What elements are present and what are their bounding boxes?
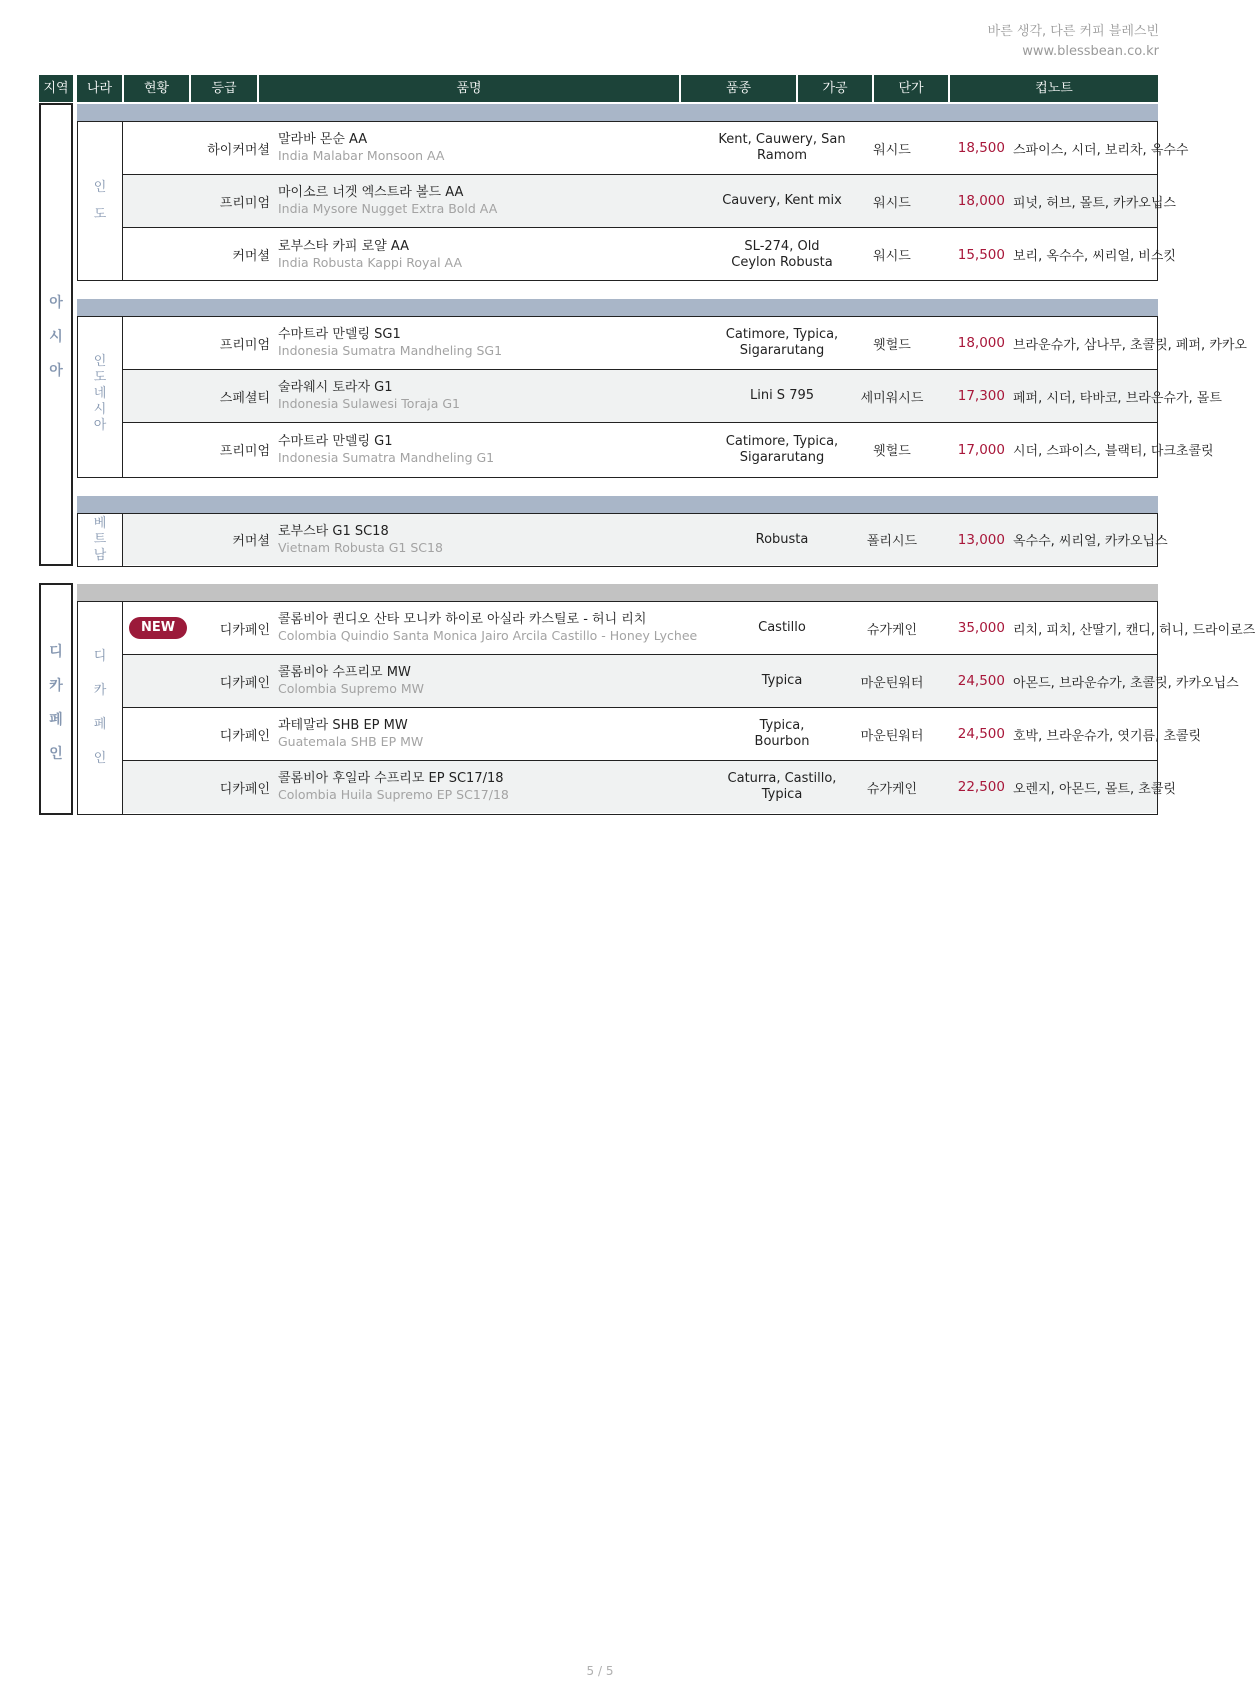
table-row[interactable] (123, 317, 1247, 370)
table-row[interactable] (123, 175, 1176, 228)
variety-cell: Lini S 795 (749, 388, 815, 403)
variety-cell: Kent, Cauwery, San Ramom (718, 132, 846, 163)
status-cell (127, 708, 189, 760)
header-status: 현황 (124, 75, 189, 102)
product-name-ko: 콜롬비아 퀸디오 산타 모니카 하이로 아실라 카스틸로 - 허니 리치 (278, 612, 647, 627)
brand-url: www.blessbean.co.kr (1022, 44, 1159, 59)
product-name-cell (278, 122, 698, 174)
brand-tagline: 바른 생각, 다른 커피 블레스빈 (987, 24, 1159, 39)
region-decaf-label (41, 635, 71, 771)
product-name-en: India Malabar Monsoon AA (278, 148, 445, 163)
product-name-ko: 로부스타 카피 로얄 AA (278, 238, 410, 254)
process-cell: 웻헐드 (873, 444, 911, 459)
price-cell: 18,000 (957, 335, 1005, 351)
group-band-decaf (77, 584, 1158, 601)
variety-cell: Typica, Bourbon (754, 718, 810, 749)
product-name-en: Colombia Huila Supremo EP SC17/18 (278, 787, 509, 802)
price-cell: 15,500 (957, 246, 1005, 263)
grade-cell: 디카페인 (219, 675, 270, 691)
product-name-en: Colombia Supremo MW (278, 681, 425, 696)
product-name-cell (278, 514, 698, 565)
product-name-en: Colombia Quindio Santa Monica Jairo Arcila Castillo - Honey Lychee (278, 628, 698, 643)
group-india (77, 121, 1189, 281)
status-cell (127, 514, 189, 565)
variety-cell: Catimore, Typica, Sigararutang (725, 327, 839, 358)
header-process: 가공 (798, 75, 872, 102)
product-name-en: Guatemala SHB EP MW (278, 734, 424, 749)
header-cup-note: 컵노트 (950, 75, 1158, 102)
country-decaf-label: 디카페인 (93, 649, 107, 766)
grade-cell: 프리미엄 (219, 444, 270, 459)
price-cell: 24,500 (957, 726, 1005, 742)
table-row[interactable] (123, 370, 1222, 423)
variety-cell: Typica (761, 673, 803, 688)
region-asia-label-text: 아시아 (49, 295, 63, 379)
product-name-en: India Robusta Kappi Royal AA (278, 254, 463, 270)
table-header (39, 75, 1158, 102)
country-india (78, 122, 123, 280)
variety-cell: Caturra, Castillo, Typica (727, 771, 837, 802)
country-decaf (78, 602, 123, 814)
header-product: 품명 (259, 75, 679, 102)
product-name-ko: 수마트라 만델링 SG1 (278, 327, 401, 342)
table-row[interactable] (123, 514, 1168, 565)
grade-cell: 디카페인 (219, 728, 270, 744)
cup-note-cell: 호박, 브라운슈가, 엿기름, 초콜릿 (1013, 728, 1202, 744)
product-name-cell (278, 708, 698, 760)
product-name-cell (278, 602, 698, 654)
variety-cell: Catimore, Typica, Sigararutang (725, 433, 839, 465)
status-cell (127, 228, 189, 281)
cup-note-cell: 옥수수, 씨리얼, 카카오닙스 (1013, 534, 1168, 549)
product-name-ko: 과테말라 SHB EP MW (278, 718, 408, 733)
price-cell: 18,500 (957, 140, 1005, 156)
grade-cell: 프리미엄 (219, 195, 270, 211)
country-indonesia-label: 인도네시아 (93, 354, 107, 433)
price-cell: 17,300 (957, 388, 1005, 404)
status-cell (127, 370, 189, 422)
grade-cell: 하이커머셜 (207, 142, 270, 158)
product-name-cell (278, 761, 698, 813)
product-name-cell (278, 655, 698, 707)
process-cell: 마운틴워터 (860, 675, 924, 691)
country-vietnam (78, 514, 123, 566)
product-name-ko: 콜롬비아 수프리모 MW (278, 665, 411, 680)
product-name-en: Indonesia Sumatra Mandheling SG1 (278, 343, 503, 358)
product-name-cell (278, 317, 698, 369)
header-variety: 품종 (681, 75, 796, 102)
cup-note-cell: 스파이스, 시더, 보리차, 옥수수 (1013, 142, 1189, 158)
status-cell (127, 761, 189, 813)
table-row[interactable] (123, 122, 1189, 175)
region-asia (39, 103, 73, 566)
process-cell: 세미워시드 (860, 390, 924, 406)
grade-cell: 스페셜티 (219, 390, 270, 406)
product-name-ko: 마이소르 너겟 엑스트라 볼드 AA (278, 185, 464, 200)
group-decaf (77, 601, 1255, 815)
price-cell: 35,000 (957, 620, 1005, 636)
cup-note-cell: 보리, 옥수수, 씨리얼, 비스킷 (1013, 249, 1176, 264)
grade-cell: 디카페인 (219, 781, 270, 797)
group-vietnam (77, 513, 1168, 567)
product-name-en: India Mysore Nugget Extra Bold AA (278, 201, 498, 216)
process-cell: 슈가케인 (866, 622, 918, 638)
process-cell: 웻헐드 (873, 337, 911, 353)
status-cell (127, 122, 189, 174)
price-cell: 17,000 (957, 441, 1005, 458)
status-cell (127, 655, 189, 707)
product-name-cell (278, 370, 698, 422)
header-brand (759, 22, 1159, 62)
product-name-cell (278, 423, 698, 476)
header-price: 단가 (874, 75, 948, 102)
process-cell: 워시드 (873, 195, 911, 211)
cup-note-cell: 피넛, 허브, 몰트, 카카오닙스 (1013, 195, 1176, 211)
cup-note-cell: 아몬드, 브라운슈가, 초콜릿, 카카오닙스 (1013, 675, 1239, 691)
variety-cell: Castillo (758, 620, 806, 635)
country-vietnam-label: 베트남 (93, 516, 107, 563)
process-cell: 워시드 (873, 142, 911, 158)
product-name-cell (278, 175, 698, 227)
grade-cell: 커머셜 (232, 249, 270, 264)
header-region: 지역 (39, 75, 73, 102)
grade-cell: 커머셜 (232, 534, 270, 549)
price-cell: 22,500 (957, 779, 1005, 795)
product-name-ko: 콜롬비아 후일라 수프리모 EP SC17/18 (278, 771, 504, 786)
product-name-ko: 술라웨시 토라자 G1 (278, 380, 393, 395)
country-indonesia (78, 317, 123, 477)
region-decaf (39, 583, 73, 815)
page-number: 5 / 5 (586, 1664, 614, 1678)
region-asia-label (41, 286, 71, 388)
variety-cell: SL-274, Old Ceylon Robusta (731, 238, 833, 270)
grade-cell: 프리미엄 (219, 337, 270, 353)
new-badge: NEW (129, 617, 187, 639)
group-indonesia (77, 316, 1247, 478)
group-band-vietnam (77, 496, 1158, 513)
process-cell: 슈가케인 (866, 781, 918, 797)
product-name-en: Indonesia Sumatra Mandheling G1 (278, 449, 495, 465)
group-band-india (77, 104, 1158, 121)
cup-note-cell: 리치, 피치, 산딸기, 캔디, 허니, 드라이로즈 (1013, 622, 1255, 638)
variety-cell: Robusta (755, 531, 809, 547)
product-name-cell (278, 228, 698, 281)
cup-note-cell: 오렌지, 아몬드, 몰트, 초콜릿 (1013, 781, 1176, 797)
product-name-en: Vietnam Robusta G1 SC18 (278, 539, 443, 555)
status-cell (127, 175, 189, 227)
table-row[interactable] (123, 602, 1255, 655)
table-row[interactable] (123, 228, 1176, 281)
grade-cell: 디카페인 (219, 622, 270, 638)
table-row[interactable] (123, 423, 1214, 476)
region-decaf-label-text: 디카페인 (49, 644, 63, 762)
table-row[interactable] (123, 708, 1202, 761)
cup-note-cell: 시더, 스파이스, 블랙티, 다크초콜릿 (1013, 444, 1214, 459)
table-row[interactable] (123, 655, 1239, 708)
status-cell (127, 317, 189, 369)
product-name-ko: 수마트라 만델링 G1 (278, 433, 393, 449)
country-india-label: 인도 (93, 180, 107, 222)
process-cell: 워시드 (873, 249, 911, 264)
header-grade: 등급 (191, 75, 257, 102)
status-cell (127, 602, 189, 654)
cup-note-cell: 페퍼, 시더, 타바코, 브라운슈가, 몰트 (1013, 390, 1222, 406)
product-name-en: Indonesia Sulawesi Toraja G1 (278, 396, 460, 411)
price-cell: 18,000 (957, 193, 1005, 209)
process-cell: 폴리시드 (866, 534, 918, 549)
variety-cell: Cauvery, Kent mix (722, 193, 842, 208)
price-cell: 13,000 (957, 531, 1005, 548)
product-name-ko: 로부스타 G1 SC18 (278, 523, 389, 539)
price-cell: 24,500 (957, 673, 1005, 689)
product-name-ko: 말라바 몬순 AA (278, 132, 368, 147)
header-country: 나라 (77, 75, 122, 102)
table-row[interactable] (123, 761, 1176, 813)
group-band-indonesia (77, 299, 1158, 316)
status-cell (127, 423, 189, 476)
process-cell: 마운틴워터 (860, 728, 924, 744)
cup-note-cell: 브라운슈가, 삼나무, 초콜릿, 페퍼, 카카오 (1013, 337, 1247, 353)
